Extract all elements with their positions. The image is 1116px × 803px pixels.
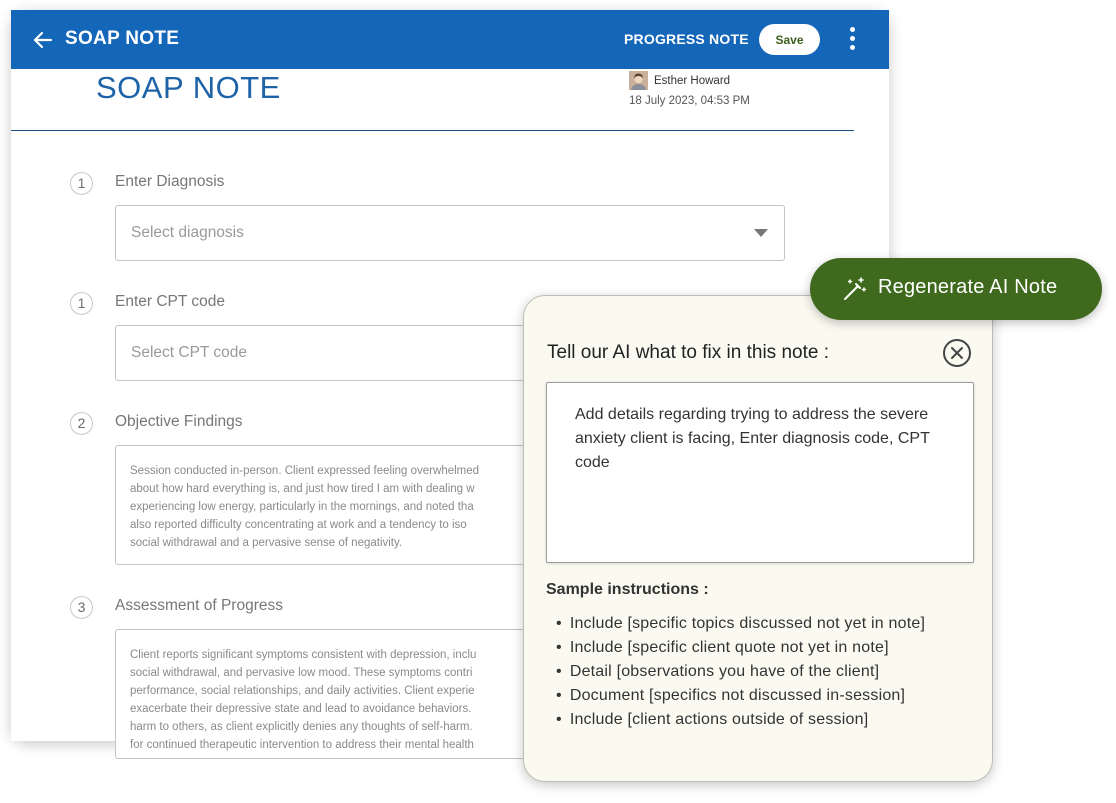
more-options-icon[interactable] [843,27,861,53]
save-button[interactable]: Save [759,24,820,55]
diagnosis-select[interactable] [115,205,785,261]
diagnosis-placeholder: Select diagnosis [131,224,244,241]
regenerate-label: Regenerate AI Note [878,276,1058,298]
caret-down-icon [754,229,768,237]
text-line: exacerbate their depressive state and lead to avoidance behaviors. [130,703,472,715]
text-line: about how hard everything is, and just how tired I am with dealing w [130,483,475,495]
text-line: social withdrawal, and pervasive low mood. These symptoms contri [130,667,473,679]
text-line: Client reports significant symptoms consistent with depression, inclu [130,649,477,661]
text-line: experiencing low energy, particularly in the mornings, and noted tha [130,501,474,513]
section-label-objective: Objective Findings [115,413,243,430]
regenerate-ai-note-button[interactable] [810,258,1102,320]
top-bar [11,10,889,69]
sample-instruction-item: • Document [specifics not discussed in-session] [556,684,925,708]
sample-instructions-list [556,612,925,732]
cpt-placeholder: Select CPT code [131,344,248,361]
text-line: for continued therapeutic intervention to address their mental health [130,739,474,751]
sample-instruction-item: • Include [specific topics discussed not yet in note] [556,612,925,636]
sample-instruction-item: • Include [specific client quote not yet in note] [556,636,925,660]
close-icon[interactable] [943,339,971,367]
step-number: 1 [70,172,93,195]
progress-note-link[interactable]: PROGRESS NOTE [624,31,749,47]
divider [11,130,854,131]
author-info [629,71,730,90]
step-number: 2 [70,412,93,435]
text-line: social withdrawal and a pervasive sense of negativity. [130,537,403,549]
sample-instruction-item: • Detail [observations you have of the client] [556,660,925,684]
ai-fix-panel [523,295,993,782]
text-line: also reported difficulty concentrating at work and a tendency to iso [130,519,467,531]
note-date: 18 July 2023, 04:53 PM [629,95,750,107]
text-line: Session conducted in-person. Client expressed feeling overwhelmed [130,465,480,477]
avatar [629,71,648,90]
back-arrow-icon[interactable] [31,28,55,52]
ai-instructions-input[interactable]: Add details regarding trying to address the severe anxiety client is facing, Enter diagnosis code, CPT code [546,382,974,563]
step-number: 1 [70,292,93,315]
section-label-cpt: Enter CPT code [115,293,225,310]
text-line: harm to others, as client explicitly denies any thoughts of self-harm. [130,721,473,733]
sample-instruction-item: • Include [client actions outside of session] [556,708,925,732]
document-title: SOAP NOTE [96,70,281,105]
ai-panel-heading: Tell our AI what to fix in this note : [547,342,829,363]
magic-wand-icon [842,276,868,302]
header-title: SOAP NOTE [65,28,180,49]
text-line: performance, social relationships, and daily activities. Client experie [130,685,475,697]
section-label-diagnosis: Enter Diagnosis [115,173,225,190]
section-label-assessment: Assessment of Progress [115,597,283,614]
sample-instructions-title: Sample instructions : [546,581,709,598]
step-number: 3 [70,596,93,619]
author-name: Esther Howard [654,74,731,87]
